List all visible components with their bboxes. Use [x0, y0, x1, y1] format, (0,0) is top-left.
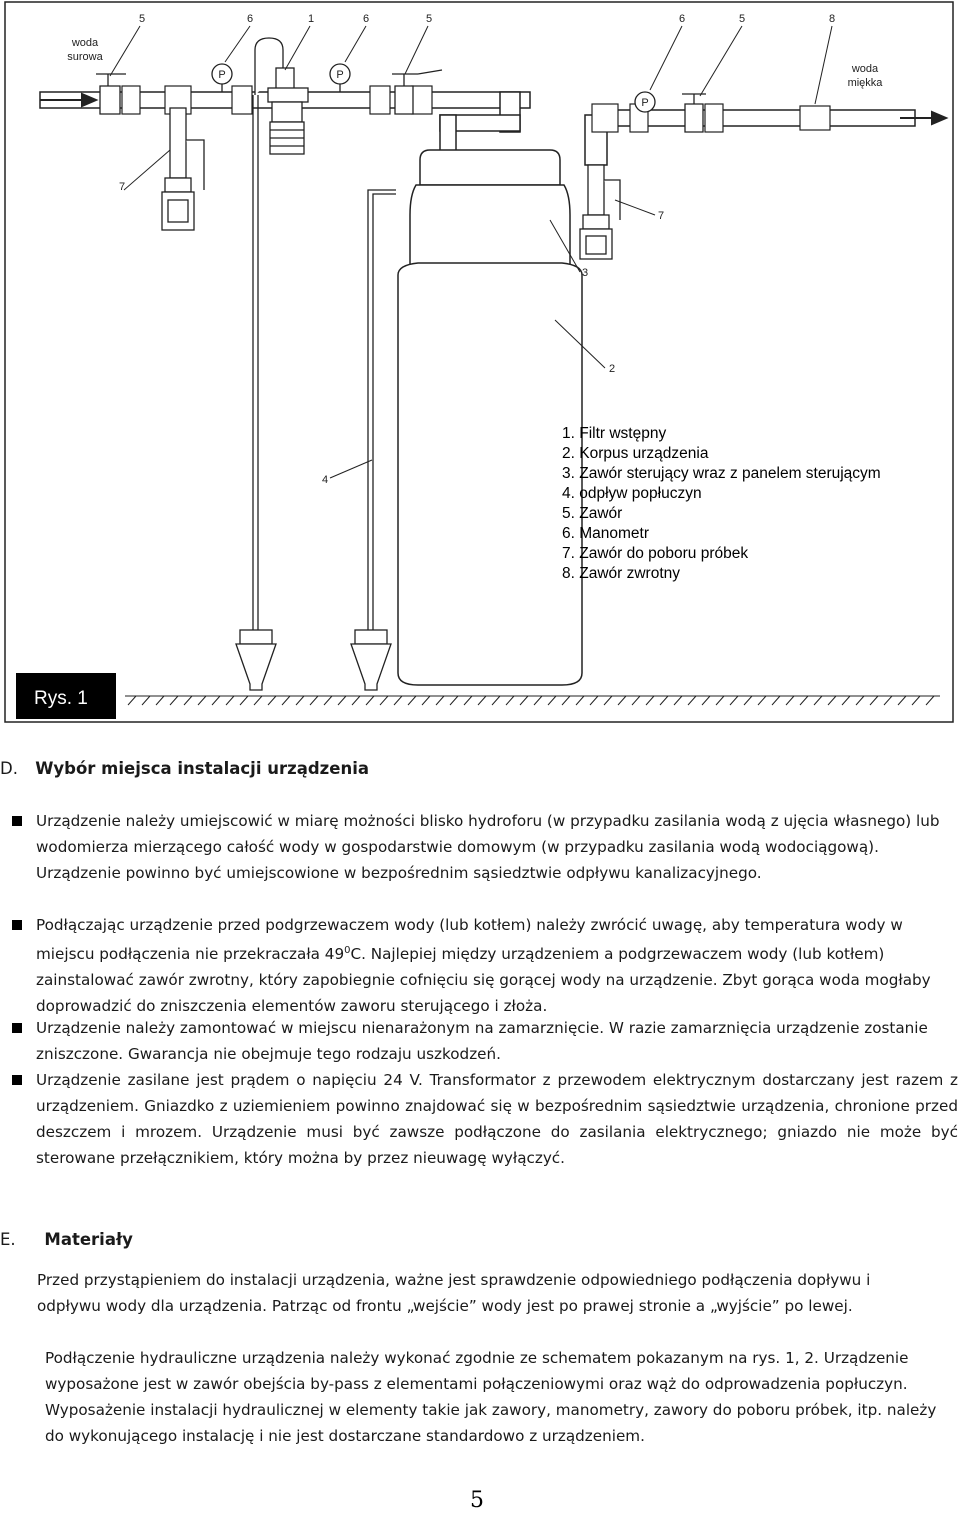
inlet-label-line1: woda [71, 37, 99, 49]
callout-5a: 5 [138, 13, 146, 25]
legend-item: 3. Zawór sterujący wraz z panelem sterującym [562, 465, 881, 482]
section-e-heading [0, 1230, 133, 1249]
softener-body [398, 150, 582, 685]
figure-legend [562, 425, 881, 582]
section-e-paragraph-2: Podłączenie hydrauliczne urządzenia należy wykonać zgodnie ze schematem pokazanym na rys. 1, 2. Urządzenie wyposażone jest w zawór obejścia by-pass z elementami połączeniowymi oraz wąż do odprowadzenia popłuczyn. Wyposażenie instalacji hydraulicznej w elementy takie jak zawory, manometry, zawory do poboru próbek, itp. należy do wykonującego instalację i nie jest dostarczane standardowo z urządzeniem. [45, 1349, 937, 1445]
callout-8: 8 [828, 13, 836, 25]
inlet-label-line2: surowa [67, 51, 103, 63]
outlet-label-line1: woda [851, 63, 879, 75]
callout-6a: 6 [246, 13, 254, 25]
callout-5b: 5 [425, 13, 433, 25]
square-bullet-icon [12, 816, 22, 826]
section-e-paragraph-1: Przed przystąpieniem do instalacji urządzenia, ważne jest sprawdzenie odpowiedniego podłączenia dopływu i odpływu wody dla urządzenia. Patrząc od frontu „wejście” wody jest po prawej stronie a „wyjście” po lewej. [37, 1271, 871, 1315]
list-item [12, 808, 954, 886]
legend-item: 2. Korpus urządzenia [562, 445, 709, 462]
bullet-text: Urządzenie zasilane jest prądem o napięciu 24 V. Transformator z przewodem elektrycznym dostarczany jest razem z urządzeniem. Gniazdko z uziemieniem powinno znajdować się w bezpośrednim sąsiedztwie urządzenia, chronione przed deszczem i mrozem. Urządzenie musi być zawsze podłączone do zasilania elektrycznego; gniazdo nie może być sterowane przełącznikiem, który można by przez nieuwagę wyłączyć. [36, 1071, 958, 1167]
callout-1: 1 [307, 13, 315, 25]
sampling-valve-right [580, 165, 620, 259]
legend-item: 6. Manometr [562, 525, 650, 542]
legend-item: 4. odpływ popłuczyn [562, 485, 702, 502]
bullet-text: Urządzenie należy umiejscowić w miarę możności blisko hydroforu (w przypadku zasilania wodą z ujęcia własnego) lub wodomierza mierzącego całość wody w gospodarstwie domowym (w przypadku zasilania wodą wodociągową). Urządzenie powinno być umiejscowione w bezpośrednim sąsiedztwie odpływu kanalizacyjnego. [36, 812, 940, 882]
legend-item: 5. Zawór [562, 505, 623, 522]
floor-line [125, 696, 940, 705]
section-d-title: Wybór miejsca instalacji urządzenia [35, 759, 369, 778]
callout-6c: 6 [678, 13, 686, 25]
bullet-text: Urządzenie należy zamontować w miejscu nienarażonym na zamarznięcie. W razie zamarznięcia urządzenie zostanie zniszczone. Gwarancja nie obejmuje tego rodzaju uszkodzeń. [36, 1019, 928, 1063]
drain-line [253, 95, 396, 630]
square-bullet-icon [12, 1023, 22, 1033]
gauge-p-label-2: P [336, 69, 344, 81]
callout-3: 3 [581, 267, 589, 279]
legend-item: 1. Filtr wstępny [562, 425, 667, 442]
section-e-title: Materiały [44, 1230, 133, 1249]
page-number: 5 [470, 1488, 484, 1513]
section-e-letter: E. [0, 1230, 16, 1249]
callout-4: 4 [321, 474, 329, 486]
callout-7-right: 7 [657, 210, 665, 222]
installation-diagram [0, 0, 960, 725]
drain-funnel-icon [236, 630, 391, 690]
list-item [12, 912, 954, 1019]
callout-7-left: 7 [118, 181, 126, 193]
section-d-heading [0, 759, 369, 778]
outlet-label-line2: miękka [847, 77, 883, 89]
legend-item: 8. Zawór zwrotny [562, 565, 681, 582]
bullet-text [12, 912, 954, 1019]
legend-item: 7. Zawór do poboru próbek [562, 545, 749, 562]
square-bullet-icon [12, 920, 22, 930]
sampling-valve-left [162, 108, 204, 230]
list-item [12, 1015, 954, 1067]
callout-2: 2 [608, 363, 616, 375]
bullet-text-part: C. Najlepiej między urządzeniem a podgrzewaczem wody (lub kotłem) zainstalować zawór zwrotny, który zapobiegnie cofnięciu się gorącej wody na urządzenie. Zbyt gorąca woda mogłaby doprowadzić do zniszczenia elementów zaworu sterującego i złoża. [36, 945, 931, 1016]
figure-caption: Rys. 1 [34, 688, 88, 709]
bullet-text-part: Podłączając urządzenie przed podgrzewaczem wody (lub kotłem) należy zwrócić uwagę, aby temperatura wody w miejscu podłączenia nie przekraczała 49 [36, 916, 903, 964]
list-item [12, 1067, 958, 1171]
callout-6b: 6 [362, 13, 370, 25]
gauge-p-label-3: P [641, 97, 649, 109]
callout-5c: 5 [738, 13, 746, 25]
section-d-letter: D. [0, 759, 18, 778]
degree-superscript: 0 [344, 945, 351, 956]
gauge-p-label-1: P [218, 69, 226, 81]
square-bullet-icon [12, 1075, 22, 1085]
